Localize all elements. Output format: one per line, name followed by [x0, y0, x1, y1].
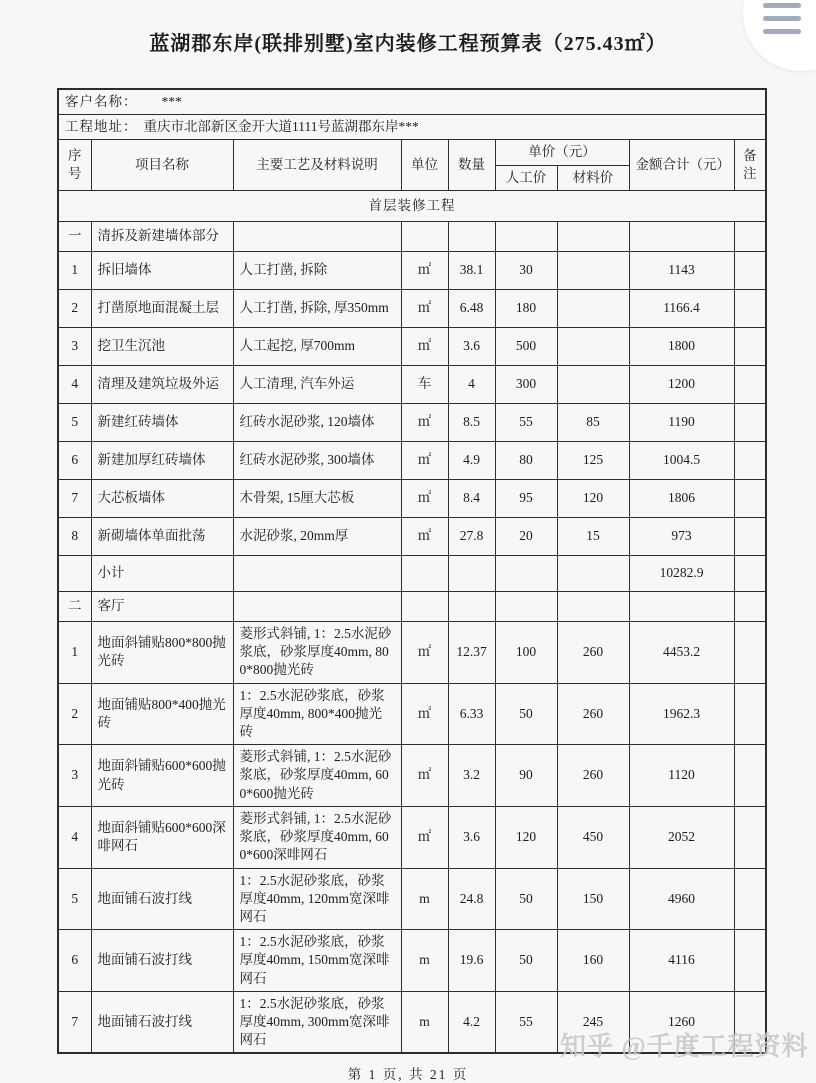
item-total: 4453.2: [629, 621, 734, 683]
item-quantity: 27.8: [448, 517, 495, 555]
item-labor-price: 20: [495, 517, 557, 555]
item-description: 1：2.5水泥砂浆底，砂浆厚度40mm, 300mm宽深啡网石: [233, 991, 401, 1053]
table-row: [58, 683, 766, 745]
item-description: 1：2.5水泥砂浆底，砂浆厚度40mm, 120mm宽深啡网石: [233, 868, 401, 930]
row-index: 8: [58, 517, 91, 555]
item-quantity: 3.2: [448, 745, 495, 807]
section-header-row: [58, 591, 766, 621]
item-labor-price: 80: [495, 441, 557, 479]
table-row: [58, 327, 766, 365]
empty-cell: [629, 591, 734, 621]
item-material-price: 125: [557, 441, 629, 479]
item-description: 菱形式斜铺, 1：2.5水泥砂浆底，砂浆厚度40mm, 600*600深啡网石: [233, 806, 401, 868]
item-description: 菱形式斜铺, 1：2.5水泥砂浆底，砂浆厚度40mm, 600*600抛光砖: [233, 745, 401, 807]
menu-button[interactable]: [743, 0, 816, 71]
item-material-price: 450: [557, 806, 629, 868]
item-note: [734, 868, 766, 930]
item-material-price: 160: [557, 930, 629, 992]
table-header-row-1: [58, 140, 766, 165]
header-unit-price: 单价（元）: [495, 140, 629, 165]
item-total: 1800: [629, 327, 734, 365]
group-title-row: [58, 190, 766, 221]
item-name: 新建红砖墙体: [91, 403, 233, 441]
item-material-price: 260: [557, 683, 629, 745]
item-note: [734, 479, 766, 517]
row-index: 7: [58, 991, 91, 1053]
item-name: 地面铺石波打线: [91, 930, 233, 992]
item-labor-price: 500: [495, 327, 557, 365]
group-title: 首层装修工程: [58, 190, 766, 221]
item-total: 1806: [629, 479, 734, 517]
item-name: 地面斜铺贴600*600抛光砖: [91, 745, 233, 807]
item-labor-price: 50: [495, 683, 557, 745]
item-quantity: 6.48: [448, 289, 495, 327]
item-total: 1166.4: [629, 289, 734, 327]
item-name: 拆旧墙体: [91, 251, 233, 289]
table-row: [58, 403, 766, 441]
item-quantity: 12.37: [448, 621, 495, 683]
item-labor-price: 100: [495, 621, 557, 683]
empty-cell: [58, 555, 91, 591]
item-unit: ㎡: [401, 479, 448, 517]
row-index: 6: [58, 441, 91, 479]
empty-cell: [557, 221, 629, 251]
item-quantity: 8.4: [448, 479, 495, 517]
table-row: [58, 365, 766, 403]
customer-label: 客户名称：: [65, 94, 138, 109]
address-label: 工程地址：: [65, 119, 138, 135]
section-no: 一: [58, 221, 91, 251]
item-quantity: 3.6: [448, 327, 495, 365]
empty-cell: [734, 555, 766, 591]
header-qty: 数量: [448, 140, 495, 190]
item-unit: ㎡: [401, 806, 448, 868]
item-unit: m: [401, 868, 448, 930]
item-unit: ㎡: [401, 327, 448, 365]
subtotal-value: 10282.9: [629, 555, 734, 591]
item-material-price: [557, 251, 629, 289]
section-title: 清拆及新建墙体部分: [91, 221, 233, 251]
item-unit: ㎡: [401, 517, 448, 555]
row-index: 4: [58, 365, 91, 403]
item-labor-price: 30: [495, 251, 557, 289]
item-description: 1：2.5水泥砂浆底，砂浆厚度40mm, 800*400抛光砖: [233, 683, 401, 745]
item-note: [734, 403, 766, 441]
item-quantity: 38.1: [448, 251, 495, 289]
item-total: 1260: [629, 991, 734, 1053]
item-material-price: 120: [557, 479, 629, 517]
item-quantity: 24.8: [448, 868, 495, 930]
item-quantity: 4.9: [448, 441, 495, 479]
item-unit: ㎡: [401, 745, 448, 807]
row-index: 2: [58, 683, 91, 745]
item-description: 红砖水泥砂浆, 300墙体: [233, 441, 401, 479]
item-labor-price: 50: [495, 868, 557, 930]
item-name: 地面斜铺贴600*600深啡网石: [91, 806, 233, 868]
row-index: 3: [58, 327, 91, 365]
item-name: 地面铺贴800*400抛光砖: [91, 683, 233, 745]
table-row: [58, 868, 766, 930]
item-total: 1190: [629, 403, 734, 441]
item-note: [734, 621, 766, 683]
item-labor-price: 180: [495, 289, 557, 327]
item-description: 木骨架, 15厘大芯板: [233, 479, 401, 517]
customer-cell: [58, 89, 766, 115]
item-unit: m: [401, 991, 448, 1053]
item-note: [734, 517, 766, 555]
item-labor-price: 90: [495, 745, 557, 807]
header-labor-price: 人工价: [495, 165, 557, 190]
empty-cell: [448, 555, 495, 591]
item-labor-price: 55: [495, 991, 557, 1053]
hamburger-icon: [763, 16, 801, 21]
header-process: 主要工艺及材料说明: [233, 140, 401, 190]
address-cell: [58, 115, 766, 140]
section-header-row: [58, 221, 766, 251]
item-quantity: 8.5: [448, 403, 495, 441]
empty-cell: [734, 591, 766, 621]
customer-value: ***: [161, 94, 182, 109]
item-note: [734, 745, 766, 807]
item-name: 地面铺石波打线: [91, 991, 233, 1053]
empty-cell: [557, 591, 629, 621]
item-material-price: 260: [557, 621, 629, 683]
item-total: 4116: [629, 930, 734, 992]
item-unit: ㎡: [401, 441, 448, 479]
item-note: [734, 289, 766, 327]
page-number: 第 1 页, 共 21 页: [347, 1067, 469, 1083]
header-total: 金额合计（元）: [629, 140, 734, 190]
item-total: 1200: [629, 365, 734, 403]
item-material-price: 260: [557, 745, 629, 807]
empty-cell: [734, 221, 766, 251]
table-row: [58, 621, 766, 683]
item-total: 2052: [629, 806, 734, 868]
item-labor-price: 120: [495, 806, 557, 868]
address-row: [58, 115, 766, 140]
empty-cell: [495, 221, 557, 251]
item-name: 清理及建筑垃圾外运: [91, 365, 233, 403]
item-description: 1：2.5水泥砂浆底，砂浆厚度40mm, 150mm宽深啡网石: [233, 930, 401, 992]
empty-cell: [557, 555, 629, 591]
item-unit: ㎡: [401, 403, 448, 441]
item-note: [734, 683, 766, 745]
item-unit: 车: [401, 365, 448, 403]
item-material-price: [557, 289, 629, 327]
table-row: [58, 479, 766, 517]
item-total: 1962.3: [629, 683, 734, 745]
section-no: 二: [58, 591, 91, 621]
subtotal-row: [58, 555, 766, 591]
header-note: 备注: [734, 140, 766, 190]
item-total: 1120: [629, 745, 734, 807]
row-index: 3: [58, 745, 91, 807]
item-description: 人工打凿, 拆除, 厚350mm: [233, 289, 401, 327]
table-row: [58, 930, 766, 992]
item-total: 1143: [629, 251, 734, 289]
table-row: [58, 517, 766, 555]
item-name: 新砌墙体单面批荡: [91, 517, 233, 555]
item-unit: ㎡: [401, 683, 448, 745]
row-index: 5: [58, 403, 91, 441]
item-labor-price: 55: [495, 403, 557, 441]
empty-cell: [629, 221, 734, 251]
table-row: [58, 441, 766, 479]
hamburger-icon: [763, 3, 801, 8]
item-note: [734, 930, 766, 992]
page-title: 蓝湖郡东岸(联排别墅)室内装修工程预算表（275.43㎡）: [149, 33, 667, 55]
section-title: 客厅: [91, 591, 233, 621]
item-name: 挖卫生沉池: [91, 327, 233, 365]
item-quantity: 6.33: [448, 683, 495, 745]
item-name: 地面斜铺贴800*800抛光砖: [91, 621, 233, 683]
item-unit: m: [401, 930, 448, 992]
item-material-price: [557, 327, 629, 365]
item-name: 大芯板墙体: [91, 479, 233, 517]
row-index: 5: [58, 868, 91, 930]
item-description: 菱形式斜铺, 1：2.5水泥砂浆底，砂浆厚度40mm, 800*800抛光砖: [233, 621, 401, 683]
item-total: 973: [629, 517, 734, 555]
item-quantity: 3.6: [448, 806, 495, 868]
budget-table-body: [58, 89, 766, 1053]
item-material-price: [557, 365, 629, 403]
row-index: 7: [58, 479, 91, 517]
row-index: 4: [58, 806, 91, 868]
item-description: 人工起挖, 厚700mm: [233, 327, 401, 365]
item-note: [734, 441, 766, 479]
item-note: [734, 365, 766, 403]
subtotal-label: 小计: [91, 555, 233, 591]
item-unit: ㎡: [401, 621, 448, 683]
empty-cell: [233, 591, 401, 621]
item-name: 地面铺石波打线: [91, 868, 233, 930]
empty-cell: [448, 591, 495, 621]
address-value: 重庆市北部新区金开大道1111号蓝湖郡东岸***: [143, 119, 419, 135]
item-quantity: 19.6: [448, 930, 495, 992]
table-row: [58, 806, 766, 868]
hamburger-icon: [763, 29, 801, 34]
table-row: [58, 289, 766, 327]
item-name: 打凿原地面混凝土层: [91, 289, 233, 327]
empty-cell: [495, 555, 557, 591]
item-total: 4960: [629, 868, 734, 930]
item-description: 红砖水泥砂浆, 120墙体: [233, 403, 401, 441]
row-index: 6: [58, 930, 91, 992]
table-row: [58, 251, 766, 289]
header-name: 项目名称: [91, 140, 233, 190]
empty-cell: [233, 555, 401, 591]
header-unit: 单位: [401, 140, 448, 190]
budget-table: [57, 88, 767, 1054]
item-quantity: 4.2: [448, 991, 495, 1053]
item-name: 新建加厚红砖墙体: [91, 441, 233, 479]
item-total: 1004.5: [629, 441, 734, 479]
item-unit: ㎡: [401, 289, 448, 327]
empty-cell: [233, 221, 401, 251]
empty-cell: [448, 221, 495, 251]
empty-cell: [401, 591, 448, 621]
item-description: 水泥砂浆, 20mm厚: [233, 517, 401, 555]
row-index: 1: [58, 621, 91, 683]
empty-cell: [495, 591, 557, 621]
item-material-price: 15: [557, 517, 629, 555]
watermark: 知乎 @千度工程资料: [560, 1032, 809, 1061]
item-quantity: 4: [448, 365, 495, 403]
item-description: 人工打凿, 拆除: [233, 251, 401, 289]
item-note: [734, 806, 766, 868]
item-material-price: 245: [557, 991, 629, 1053]
customer-row: [58, 89, 766, 115]
row-index: 2: [58, 289, 91, 327]
item-labor-price: 300: [495, 365, 557, 403]
item-unit: ㎡: [401, 251, 448, 289]
item-material-price: 85: [557, 403, 629, 441]
header-material-price: 材料价: [557, 165, 629, 190]
table-row: [58, 745, 766, 807]
item-labor-price: 50: [495, 930, 557, 992]
item-material-price: 150: [557, 868, 629, 930]
item-note: [734, 327, 766, 365]
header-index: 序号: [58, 140, 91, 190]
item-note: [734, 251, 766, 289]
item-description: 人工清理, 汽车外运: [233, 365, 401, 403]
empty-cell: [401, 555, 448, 591]
row-index: 1: [58, 251, 91, 289]
empty-cell: [401, 221, 448, 251]
item-labor-price: 95: [495, 479, 557, 517]
